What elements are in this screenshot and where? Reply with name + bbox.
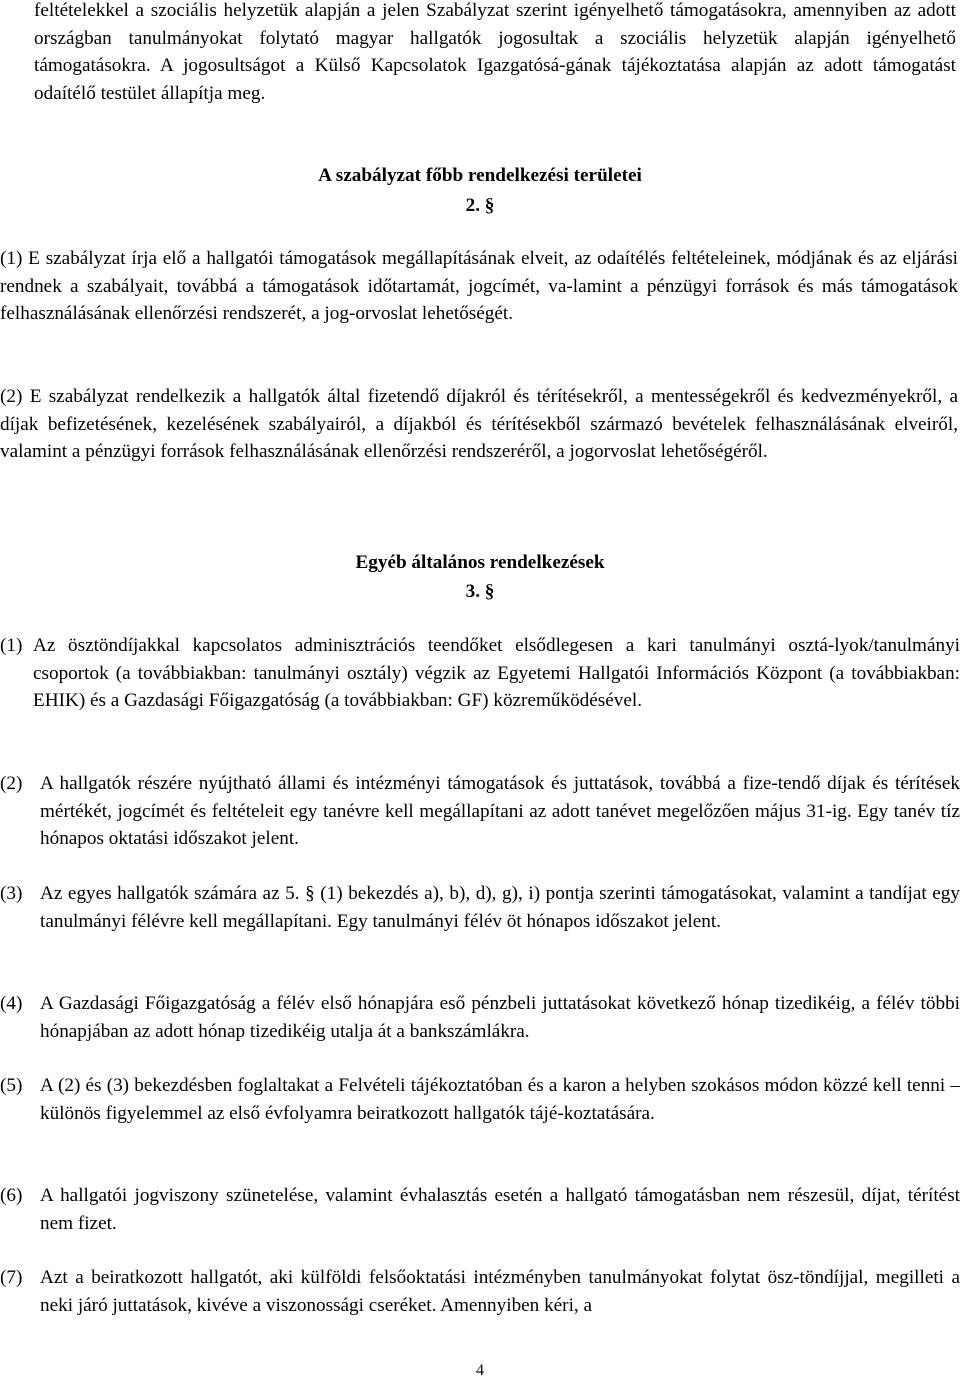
section-3-item-7-number: (7) [0,1267,23,1288]
section-3-item-1-number: (1) [0,635,23,656]
section-3-item-3-number: (3) [0,883,23,904]
section-3-item-2-text: A hallgatók részére nyújtható állami és intézményi támogatások és juttatások, továbbá a fize-tendő díjak és térítések mértékét, jogcímét és feltételeit egy tanévre kell megállapítani az adott tanévet megelőzően május 31-ig. Egy tanév tíz hónapos oktatási időszakot jelent. [40,773,960,850]
section-3-item-3-text: Az egyes hallgatók számára az 5. § (1) bekezdés a), b), d), g), i) pontja szerinti támogatásokat, valamint a tandíjat egy tanulmányi félévre kell megállapítani. Egy tanulmányi félév öt hónapos időszakot jelent. [40,883,960,932]
section-3-item-7-text: Azt a beiratkozott hallgatót, aki külföldi felsőoktatási intézményben tanulmányokat folytat ösz-töndíjjal, megilleti a neki járó juttatások, kivéve a viszonossági cseréket. Amennyiben kéri, a [40,1267,960,1316]
page-number: 4 [476,1362,484,1379]
section-3-item-5-text: A (2) és (3) bekezdésben foglaltakat a Felvételi tájékoztatóban és a karon a helyben szokásos módon közzé kell tenni – különös figyelemmel az első évfolyamra beiratkozott hallgatók tájé-koztatására. [40,1075,960,1124]
section-3-item-6-number: (6) [0,1185,23,1206]
intro-paragraph: feltételekkel a szociális helyzetük alapján a jelen Szabályzat szerint igényelhető támogatásokra, amennyiben az adott országban tanulmányokat folytató magyar hallgatók jogosultak a szociális helyzetük alapján igényelhető támogatásokra. A jogosultságot a Külső Kapcsolatok Igazgatósá-gának tájékoztatása alapján az adott támogatást odaítélő testület állapítja meg. [34,0,956,104]
section-2-number: 2. § [465,195,495,216]
section-2-heading: A szabályzat főbb rendelkezési területei [318,165,642,186]
section-3-number: 3. § [465,581,495,602]
section-3-item-4-number: (4) [0,993,23,1014]
section-3-item-1-text: Az ösztöndíjakkal kapcsolatos adminisztrációs teendőket elsődlegesen a kari tanulmányi osztá-lyok/tanulmányi csoportok (a továbbiakban: tanulmányi osztály) végzik az Egyetemi Hallgatói Információs Központ (a továbbiakban: EHIK) és a Gazdasági Főigazgatóság (a továbbiakban: GF) közreműködésével. [33,635,960,712]
section-3-heading: Egyéb általános rendelkezések [355,552,605,573]
section-2-item-1-text: (1) E szabályzat írja elő a hallgatói támogatások megállapításának elveit, az odaítélés feltételeinek, módjának és az eljárási rendnek a szabályait, továbbá a támogatások időtartamát, jogcímét, va-lamint a pénzügyi források és más támogatások felhasználásának ellenőrzési rendszerét, a jog-orvoslat lehetőségét. [0,248,958,325]
section-3-item-5-number: (5) [0,1075,23,1096]
section-3-item-2-number: (2) [0,773,23,794]
section-3-item-6-text: A hallgatói jogviszony szünetelése, valamint évhalasztás esetén a hallgató támogatásban nem részesül, díjat, térítést nem fizet. [40,1185,960,1234]
section-2-item-2-text: (2) E szabályzat rendelkezik a hallgatók által fizetendő díjakról és térítésekről, a mentességekről és kedvezményekről, a díjak befizetésének, kezelésének szabályairól, a díjakból és térítésekből származó bevételek felhasználásának elveiről, valamint a pénzügyi források felhasználásának ellenőrzési rendszeréről, a jogorvoslat lehetőségéről. [0,386,958,463]
section-3-item-4-text: A Gazdasági Főigazgatóság a félév első hónapjára eső pénzbeli juttatásokat következő hónap tizedikéig, a félév többi hónapjában az adott hónap tizedikéig utalja át a bankszámlákra. [40,993,960,1042]
